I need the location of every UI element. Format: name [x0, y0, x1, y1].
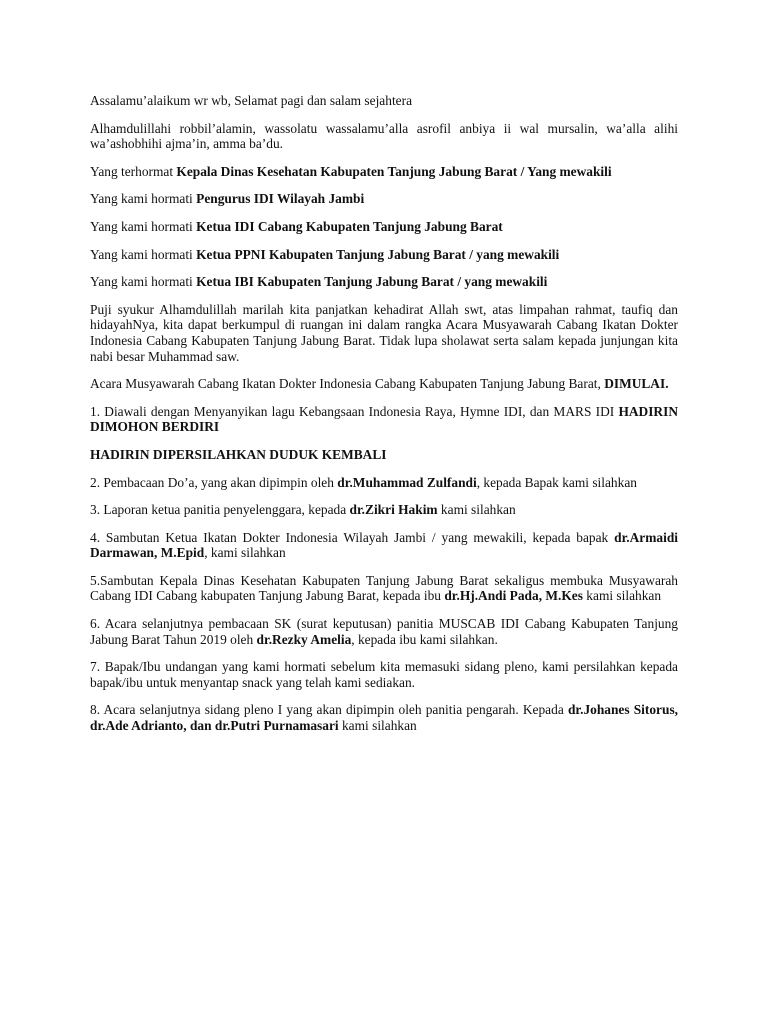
honorific-name: Ketua PPNI Kabupaten Tanjung Jabung Barat / yang mewakili	[196, 246, 560, 262]
item-8-c: kami silahkan	[338, 718, 417, 734]
item-6-a: 6. Acara selanjutnya pembacaan SK (surat keputusan) panitia MUSCAB IDI Cabang Kabupaten Tanjung Jabung Barat Tahun 2019 oleh	[90, 616, 678, 647]
item-4	[90, 530, 678, 561]
honorific-prefix: Yang kami hormati	[90, 246, 197, 262]
item-3-name: dr.Zikri Hakim	[349, 502, 438, 518]
honorific-name: Kepala Dinas Kesehatan Kabupaten Tanjung Jabung Barat / Yang mewakili	[176, 163, 612, 179]
item-8	[90, 702, 678, 733]
seated-instruction	[90, 447, 678, 463]
item-6-c: , kepada ibu kami silahkan.	[351, 631, 498, 647]
item-8-a: 8. Acara selanjutnya sidang pleno I yang akan dipimpin oleh panitia pengarah. Kepada	[90, 702, 568, 718]
gratitude-paragraph	[90, 302, 678, 364]
honorific-prefix: Yang kami hormati	[90, 218, 197, 234]
item-7-text: 7. Bapak/Ibu undangan yang kami hormati sebelum kita memasuki sidang pleno, kami persilahkan kepada bapak/ibu untuk menyantap snack yang telah kami sediakan.	[90, 659, 678, 690]
honorific-prefix: Yang terhormat	[90, 163, 177, 179]
item-2-c: , kepada Bapak kami silahkan	[476, 474, 637, 490]
item-7	[90, 659, 678, 690]
opening-paragraph	[90, 376, 678, 392]
greeting-text: Assalamu’alaikum wr wb, Selamat pagi dan salam sejahtera	[90, 93, 413, 108]
honorific-name: Ketua IDI Cabang Kabupaten Tanjung Jabung Barat	[196, 218, 503, 234]
greeting-paragraph	[90, 93, 678, 109]
honorific-4	[90, 247, 678, 263]
item-6-name: dr.Rezky Amelia	[256, 631, 352, 647]
honorific-prefix: Yang kami hormati	[90, 191, 197, 207]
opening-prayer-text: Alhamdulillahi robbil’alamin, wassolatu wassalamu’alla asrofil anbiya ii wal mursalin, wa’alla alihi wa’ashobhihi ajma’in, amma ba’du.	[90, 120, 678, 152]
honorific-prefix: Yang kami hormati	[90, 274, 197, 290]
item-2-a: 2. Pembacaan Do’a, yang akan dipimpin oleh	[90, 474, 338, 490]
item-4-c: , kami silahkan	[204, 545, 286, 561]
item-4-a: 4. Sambutan Ketua Ikatan Dokter Indonesia Wilayah Jambi / yang mewakili, kepada bapak	[90, 529, 615, 545]
item-5-c: kami silahkan	[582, 588, 662, 604]
item-5	[90, 573, 678, 604]
item-5-name: dr.Hj.Andi Pada, M.Kes	[444, 588, 583, 604]
item-2-name: dr.Muhammad Zulfandi	[337, 474, 477, 490]
item-5-a: 5.Sambutan Kepala Dinas Kesehatan Kabupaten Tanjung Jabung Barat sekaligus membuka Musyawarah Cabang IDI Cabang kabupaten Tanjung Jabung Barat, kepada ibu	[90, 572, 678, 604]
item-6	[90, 616, 678, 647]
gratitude-text: Puji syukur Alhamdulillah marilah kita panjatkan kehadirat Allah swt, atas limpahan rahmat, taufiq dan hidayahNya, kita dapat berkumpul di ruangan ini dalam rangka Acara Musyawarah Cabang Ikatan Dokter Indonesia Cabang Kabupaten Tanjung Jabung Barat. Tidak lupa sholawat serta salam kepada junjungan kita nabi besar Muhammad saw.	[90, 301, 678, 364]
honorific-name: Pengurus IDI Wilayah Jambi	[196, 191, 365, 207]
honorific-2	[90, 191, 678, 207]
item-3	[90, 502, 678, 518]
honorific-1	[90, 164, 678, 180]
item-1	[90, 404, 678, 435]
opening-prayer-paragraph	[90, 121, 678, 152]
seated-text: HADIRIN DIPERSILAHKAN DUDUK KEMBALI	[90, 446, 387, 462]
opening-bold: DIMULAI.	[604, 376, 669, 392]
item-3-c: kami silahkan	[437, 502, 516, 518]
item-2	[90, 475, 678, 491]
document-page	[90, 93, 678, 746]
opening-text: Acara Musyawarah Cabang Ikatan Dokter Indonesia Cabang Kabupaten Tanjung Jabung Barat,	[90, 376, 605, 392]
item-3-a: 3. Laporan ketua panitia penyelenggara, kepada	[90, 502, 350, 518]
honorific-3	[90, 219, 678, 235]
honorific-name: Ketua IBI Kabupaten Tanjung Jabung Barat / yang mewakili	[196, 274, 548, 290]
item-8-names: dr.Johanes Sitorus, dr.Ade Adrianto, dan dr.Putri Purnamasari	[90, 702, 679, 734]
item-1-bold: HADIRIN DIMOHON BERDIRI	[90, 403, 678, 435]
item-1-text: 1. Diawali dengan Menyanyikan lagu Kebangsaan Indonesia Raya, Hymne IDI, dan MARS IDI	[90, 403, 619, 419]
honorific-5	[90, 274, 678, 290]
item-4-name: dr.Armaidi Darmawan, M.Epid	[90, 529, 678, 561]
